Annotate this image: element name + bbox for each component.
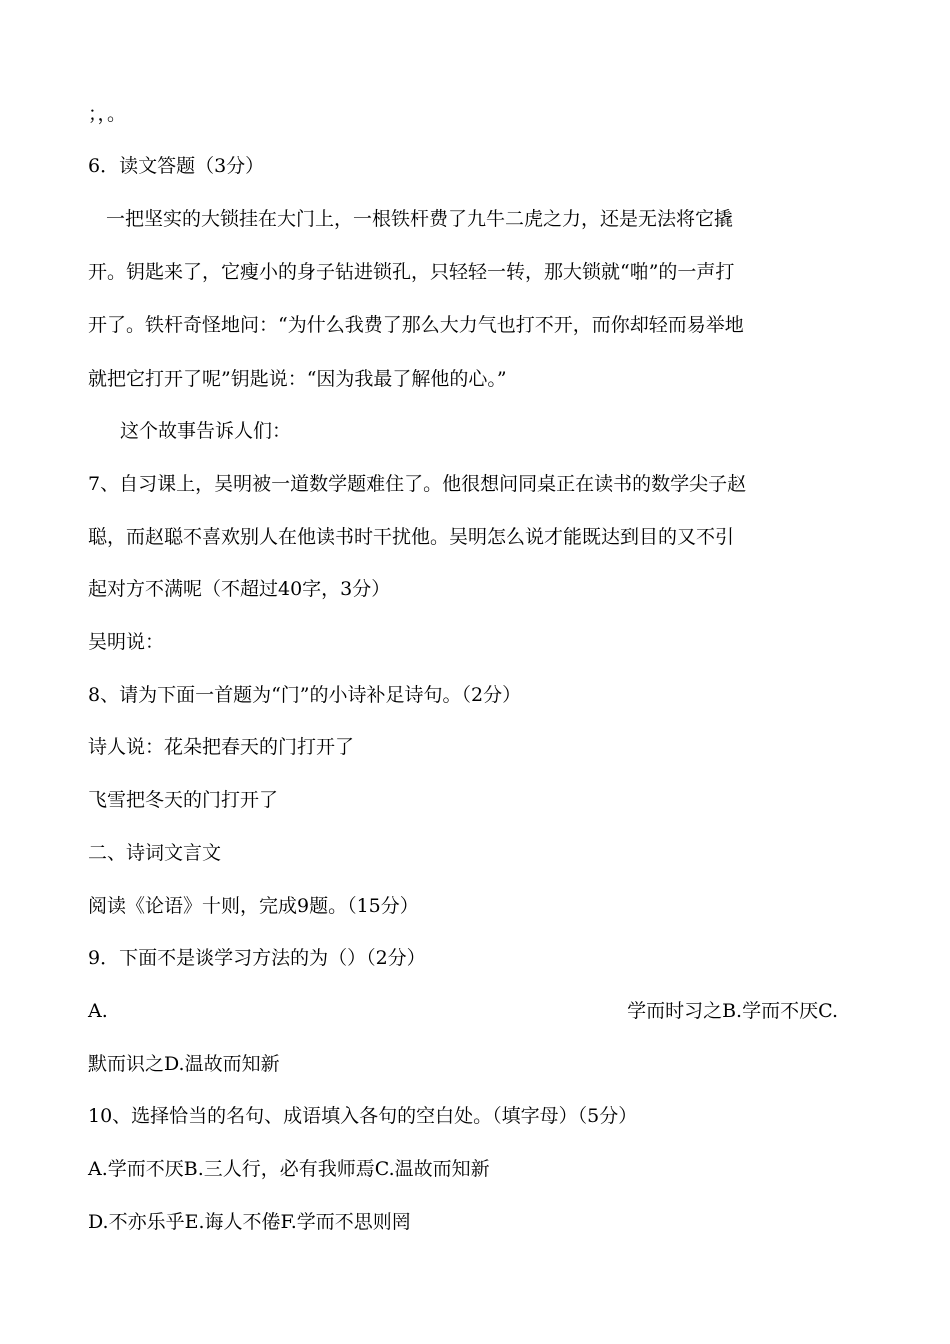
question-10-heading: 10、选择恰当的名句、成语填入各句的空白处。（填字母）（5分） [88, 1105, 638, 1127]
poem-line-1: 诗人说：花朵把春天的门打开了 [88, 736, 355, 758]
question-9-heading: 9．下面不是谈学习方法的为（）（2分） [88, 947, 426, 969]
story-moral-prompt: 这个故事告诉人们： [120, 420, 292, 442]
answer-prompt-wuming: 吴明说： [88, 631, 165, 653]
question-10-options-row-2: D.不亦乐乎E.诲人不倦F.学而不思则罔 [88, 1211, 411, 1233]
passage-line-1: 一把坚实的大锁挂在大门上，一根铁杆费了九牛二虎之力，还是无法将它撬 [106, 208, 734, 230]
options-a-b-c: 学而时习之B.学而不厌C. [627, 1000, 838, 1022]
question-7-line-1: 7、自习课上，吴明被一道数学题难住了。他很想问同桌正在读书的数学尖子赵 [88, 473, 747, 495]
question-8-heading: 8、请为下面一首题为“门”的小诗补足诗句。（2分） [88, 684, 522, 706]
question-9-options-row-2: 默而识之D.温故而知新 [88, 1053, 280, 1075]
section-2-heading: 二、诗词文言文 [88, 842, 222, 864]
question-9-options-row-1 [88, 998, 838, 1024]
punctuation-line: ；，。 [88, 103, 127, 125]
poem-line-2: 飞雪把冬天的门打开了 [88, 789, 279, 811]
question-6-heading: 6．读文答题（3分） [88, 155, 265, 177]
option-a-label: A. [88, 1000, 108, 1022]
question-10-options-row-1: A.学而不厌B.三人行，必有我师焉C.温故而知新 [88, 1158, 490, 1180]
question-7-line-2: 聪，而赵聪不喜欢别人在他读书时干扰他。吴明怎么说才能既达到目的又不引 [88, 526, 735, 548]
passage-line-3: 开了。铁杆奇怪地问：“为什么我费了那么大力气也打不开，而你却轻而易举地 [88, 314, 744, 336]
passage-line-4: 就把它打开了呢”钥匙说：“因为我最了解他的心。” [88, 368, 507, 390]
passage-line-2: 开。钥匙来了，它瘦小的身子钻进锁孔，只轻轻一转，那大锁就“啪”的一声打 [88, 261, 735, 283]
question-7-line-3: 起对方不满呢（不超过40字，3分） [88, 578, 391, 600]
reading-instruction: 阅读《论语》十则，完成9题。（15分） [88, 895, 419, 917]
